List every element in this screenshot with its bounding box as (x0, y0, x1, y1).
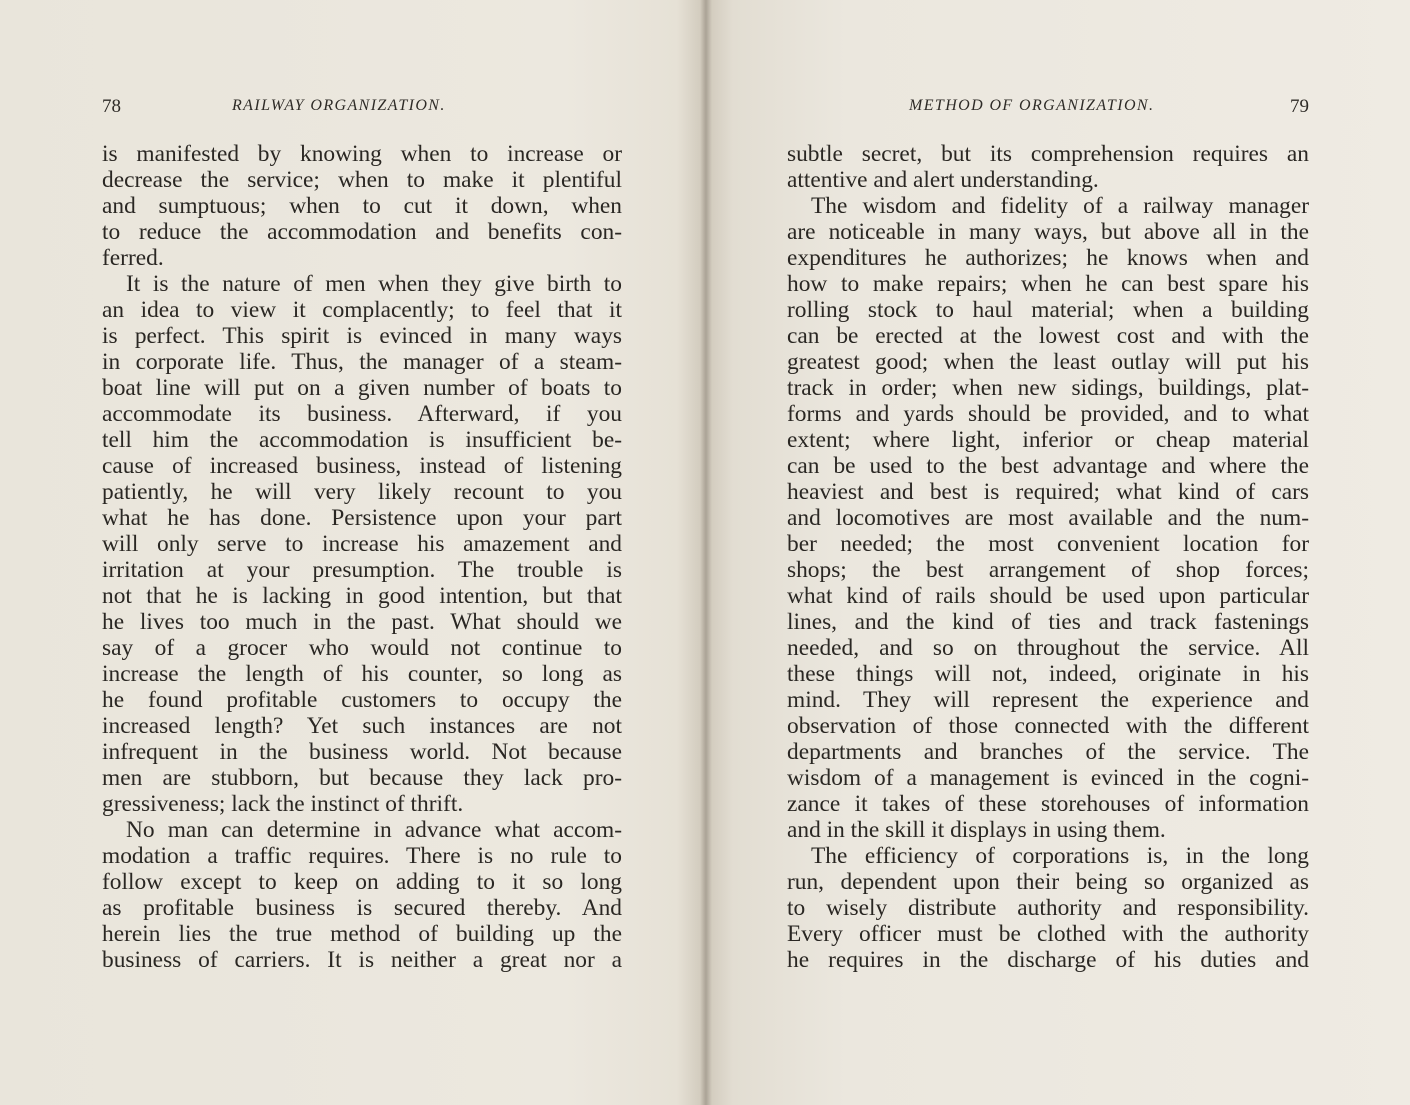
text-line: to reduce the accommodation and benefits con- (102, 219, 622, 245)
text-line: infrequent in the business world. Not because (102, 739, 622, 765)
text-line: forms and yards should be provided, and to what (787, 401, 1309, 427)
right-page-body (787, 141, 1309, 973)
text-line: business of carriers. It is neither a great nor a (102, 947, 622, 973)
text-line: extent; where light, inferior or cheap material (787, 427, 1309, 453)
text-line: cause of increased business, instead of listening (102, 453, 622, 479)
text-line: The efficiency of corporations is, in the long (811, 843, 1309, 869)
text-line: these things will not, indeed, originate in his (787, 661, 1309, 687)
text-line: decrease the service; when to make it plentiful (102, 167, 622, 193)
text-line: It is the nature of men when they give birth to (126, 271, 622, 297)
text-line: he requires in the discharge of his duties and (787, 947, 1309, 973)
text-line: say of a grocer who would not continue to (102, 635, 622, 661)
text-line: No man can determine in advance what accom- (126, 817, 622, 843)
text-line: in corporate life. Thus, the manager of a steam- (102, 349, 622, 375)
text-line: zance it takes of these storehouses of information (787, 791, 1309, 817)
text-line: ferred. (102, 245, 164, 271)
text-line: shops; the best arrangement of shop forces; (787, 557, 1309, 583)
text-line: attentive and alert understanding. (787, 167, 1099, 193)
text-line: is perfect. This spirit is evinced in many ways (102, 323, 622, 349)
text-line: tell him the accommodation is insufficient be- (102, 427, 622, 453)
text-line: follow except to keep on adding to it so long (102, 869, 622, 895)
text-line: as profitable business is secured thereby. And (102, 895, 622, 921)
left-running-title: RAILWAY ORGANIZATION. (232, 97, 446, 114)
text-line: increase the length of his counter, so long as (102, 661, 622, 687)
text-line: boat line will put on a given number of boats to (102, 375, 622, 401)
text-line: he found profitable customers to occupy the (102, 687, 622, 713)
text-line: how to make repairs; when he can best spare his (787, 271, 1309, 297)
text-line: are noticeable in many ways, but above all in the (787, 219, 1309, 245)
text-line: herein lies the true method of building up the (102, 921, 622, 947)
text-line: wisdom of a management is evinced in the cogni- (787, 765, 1309, 791)
text-line: observation of those connected with the different (787, 713, 1309, 739)
text-line: accommodate its business. Afterward, if you (102, 401, 622, 427)
text-line: ber needed; the most convenient location for (787, 531, 1309, 557)
text-line: men are stubborn, but because they lack pro- (102, 765, 622, 791)
text-line: to wisely distribute authority and responsibility. (787, 895, 1309, 921)
text-line: track in order; when new sidings, buildings, plat- (787, 375, 1309, 401)
text-line: Every officer must be clothed with the authority (787, 921, 1309, 947)
text-line: gressiveness; lack the instinct of thrift. (102, 791, 464, 817)
left-page-number: 78 (102, 96, 121, 117)
text-line: what he has done. Persistence upon your part (102, 505, 622, 531)
right-page-number: 79 (1290, 96, 1309, 117)
text-line: and locomotives are most available and the num- (787, 505, 1309, 531)
text-line: can be erected at the lowest cost and with the (787, 323, 1309, 349)
text-line: irritation at your presumption. The trouble is (102, 557, 622, 583)
right-page (705, 0, 1410, 1105)
text-line: greatest good; when the least outlay will put his (787, 349, 1309, 375)
text-line: and in the skill it displays in using them. (787, 817, 1166, 843)
text-line: rolling stock to haul material; when a building (787, 297, 1309, 323)
text-line: not that he is lacking in good intention, but that (102, 583, 622, 609)
text-line: will only serve to increase his amazement and (102, 531, 622, 557)
text-line: he lives too much in the past. What should we (102, 609, 622, 635)
text-line: heaviest and best is required; what kind of cars (787, 479, 1309, 505)
text-line: modation a traffic requires. There is no rule to (102, 843, 622, 869)
text-line: needed, and so on throughout the service. All (787, 635, 1309, 661)
text-line: patiently, he will very likely recount to you (102, 479, 622, 505)
text-line: mind. They will represent the experience and (787, 687, 1309, 713)
text-line: is manifested by knowing when to increase or (102, 141, 622, 167)
text-line: run, dependent upon their being so organized as (787, 869, 1309, 895)
text-line: what kind of rails should be used upon particular (787, 583, 1309, 609)
text-line: can be used to the best advantage and where the (787, 453, 1309, 479)
text-line: expenditures he authorizes; he knows when and (787, 245, 1309, 271)
text-line: an idea to view it complacently; to feel that it (102, 297, 622, 323)
left-page-header (102, 96, 622, 122)
text-line: and sumptuous; when to cut it down, when (102, 193, 622, 219)
right-running-title: METHOD OF ORGANIZATION. (909, 97, 1155, 114)
right-page-header (787, 96, 1309, 122)
left-page-body (102, 141, 622, 973)
text-line: increased length? Yet such instances are not (102, 713, 622, 739)
text-line: lines, and the kind of ties and track fastenings (787, 609, 1309, 635)
text-line: The wisdom and fidelity of a railway manager (811, 193, 1309, 219)
text-line: subtle secret, but its comprehension requires an (787, 141, 1309, 167)
text-line: departments and branches of the service. The (787, 739, 1309, 765)
